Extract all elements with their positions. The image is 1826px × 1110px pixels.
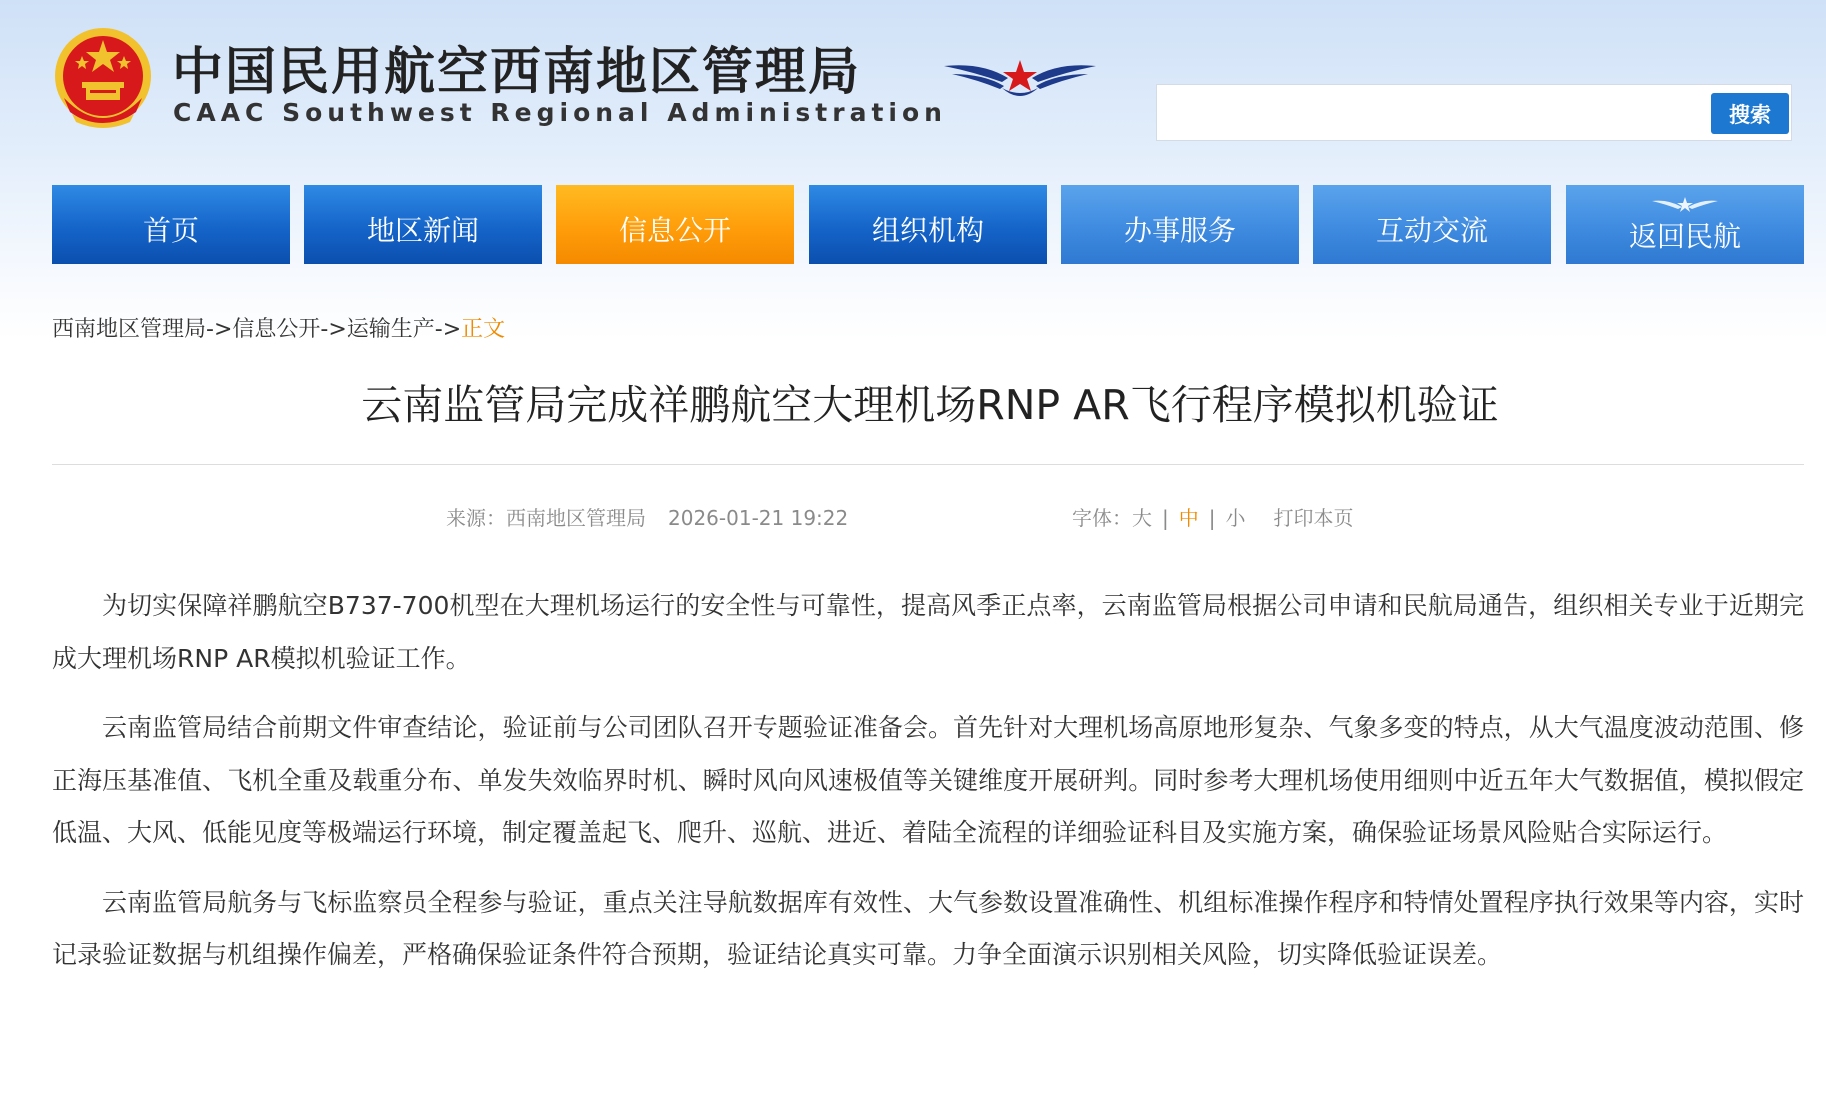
- font-size-controls: [1072, 502, 1354, 531]
- nav-item-label: 互动交流: [1375, 213, 1488, 247]
- site-header: [0, 0, 1826, 340]
- site-title: 中国民用航空西南地区管理局: [172, 43, 862, 102]
- font-size-label: 字体：: [1072, 506, 1132, 530]
- breadcrumb: [52, 312, 505, 343]
- nav-item-organization[interactable]: [809, 185, 1047, 264]
- nav-item-home[interactable]: [52, 185, 290, 264]
- nav-item-return-caac[interactable]: [1566, 185, 1804, 264]
- breadcrumb-link[interactable]: 信息公开: [232, 317, 321, 342]
- search-box: [1156, 84, 1792, 141]
- nav-item-information-disclosure[interactable]: [556, 185, 794, 264]
- nav-item-label: 组织机构: [871, 213, 984, 247]
- font-size-medium-option[interactable]: 中: [1178, 506, 1199, 530]
- nav-item-label: 信息公开: [618, 213, 731, 247]
- nav-item-label: 地区新闻: [366, 213, 479, 247]
- breadcrumb-separator: ->: [434, 317, 462, 342]
- nav-item-label: 首页: [142, 213, 199, 247]
- nav-item-label: 办事服务: [1123, 213, 1236, 247]
- breadcrumb-current: 正文: [461, 317, 506, 342]
- font-size-small-option[interactable]: 小: [1225, 506, 1246, 530]
- search-button[interactable]: 搜索: [1711, 93, 1789, 134]
- breadcrumb-link[interactable]: 运输生产: [346, 317, 435, 342]
- article-title: 云南监管局完成祥鹏航空大理机场RNP AR飞行程序模拟机验证: [361, 381, 1499, 429]
- article-body: [52, 580, 1804, 999]
- breadcrumb-separator: ->: [206, 317, 233, 342]
- article-meta: [446, 502, 848, 531]
- nav-item-label: 返回民航: [1628, 219, 1741, 253]
- national-emblem-icon: [52, 26, 154, 134]
- article-paragraph: 为切实保障祥鹏航空B737-700机型在大理机场运行的安全性与可靠性，提高风季正点率，云南监管局根据公司申请和民航局通告，组织相关专业于近期完成大理机场RNP AR模拟机验证工作。: [52, 591, 1804, 673]
- article-paragraph: 云南监管局结合前期文件审查结论，验证前与公司团队召开专题验证准备会。首先针对大理机场高原地形复杂、气象多变的特点，从大气温度波动范围、修正海压基准值、飞机全重及载重分布、单发失效临界时机、瞬时风向风速极值等关键维度开展研判。同时参考大理机场使用细则中近五年大气数据值，模拟假定低温、大风、低能见度等极端运行环境，制定覆盖起飞、爬升、巡航、进近、着陆全流程的详细验证科目及实施方案，确保验证场景风险贴合实际运行。: [52, 713, 1804, 847]
- caac-wing-logo-icon: [942, 52, 1098, 104]
- nav-item-interaction[interactable]: [1313, 185, 1551, 264]
- article-datetime: 2026-01-21 19:22: [668, 506, 849, 530]
- breadcrumb-separator: ->: [320, 317, 347, 342]
- article-source: 来源：西南地区管理局: [446, 506, 646, 530]
- main-nav: [52, 185, 1804, 264]
- font-size-separator: |: [1208, 506, 1216, 530]
- print-page-link[interactable]: 打印本页: [1273, 506, 1354, 530]
- title-divider: [52, 464, 1804, 465]
- search-input[interactable]: [1165, 93, 1705, 133]
- site-subtitle: CAAC Southwest Regional Administration: [173, 98, 947, 127]
- nav-item-regional-news[interactable]: [304, 185, 542, 264]
- breadcrumb-link[interactable]: 西南地区管理局: [52, 317, 207, 342]
- font-size-large-option[interactable]: 大: [1132, 506, 1152, 530]
- font-size-separator: |: [1162, 506, 1169, 530]
- article-paragraph: 云南监管局航务与飞标监察员全程参与验证，重点关注导航数据库有效性、大气参数设置准确性、机组标准操作程序和特情处置程序执行效果等内容，实时记录验证数据与机组操作偏差，严格确保验证条件符合预期，验证结论真实可靠。力争全面演示识别相关风险，切实降低验证误差。: [52, 887, 1804, 969]
- nav-item-services[interactable]: [1061, 185, 1299, 264]
